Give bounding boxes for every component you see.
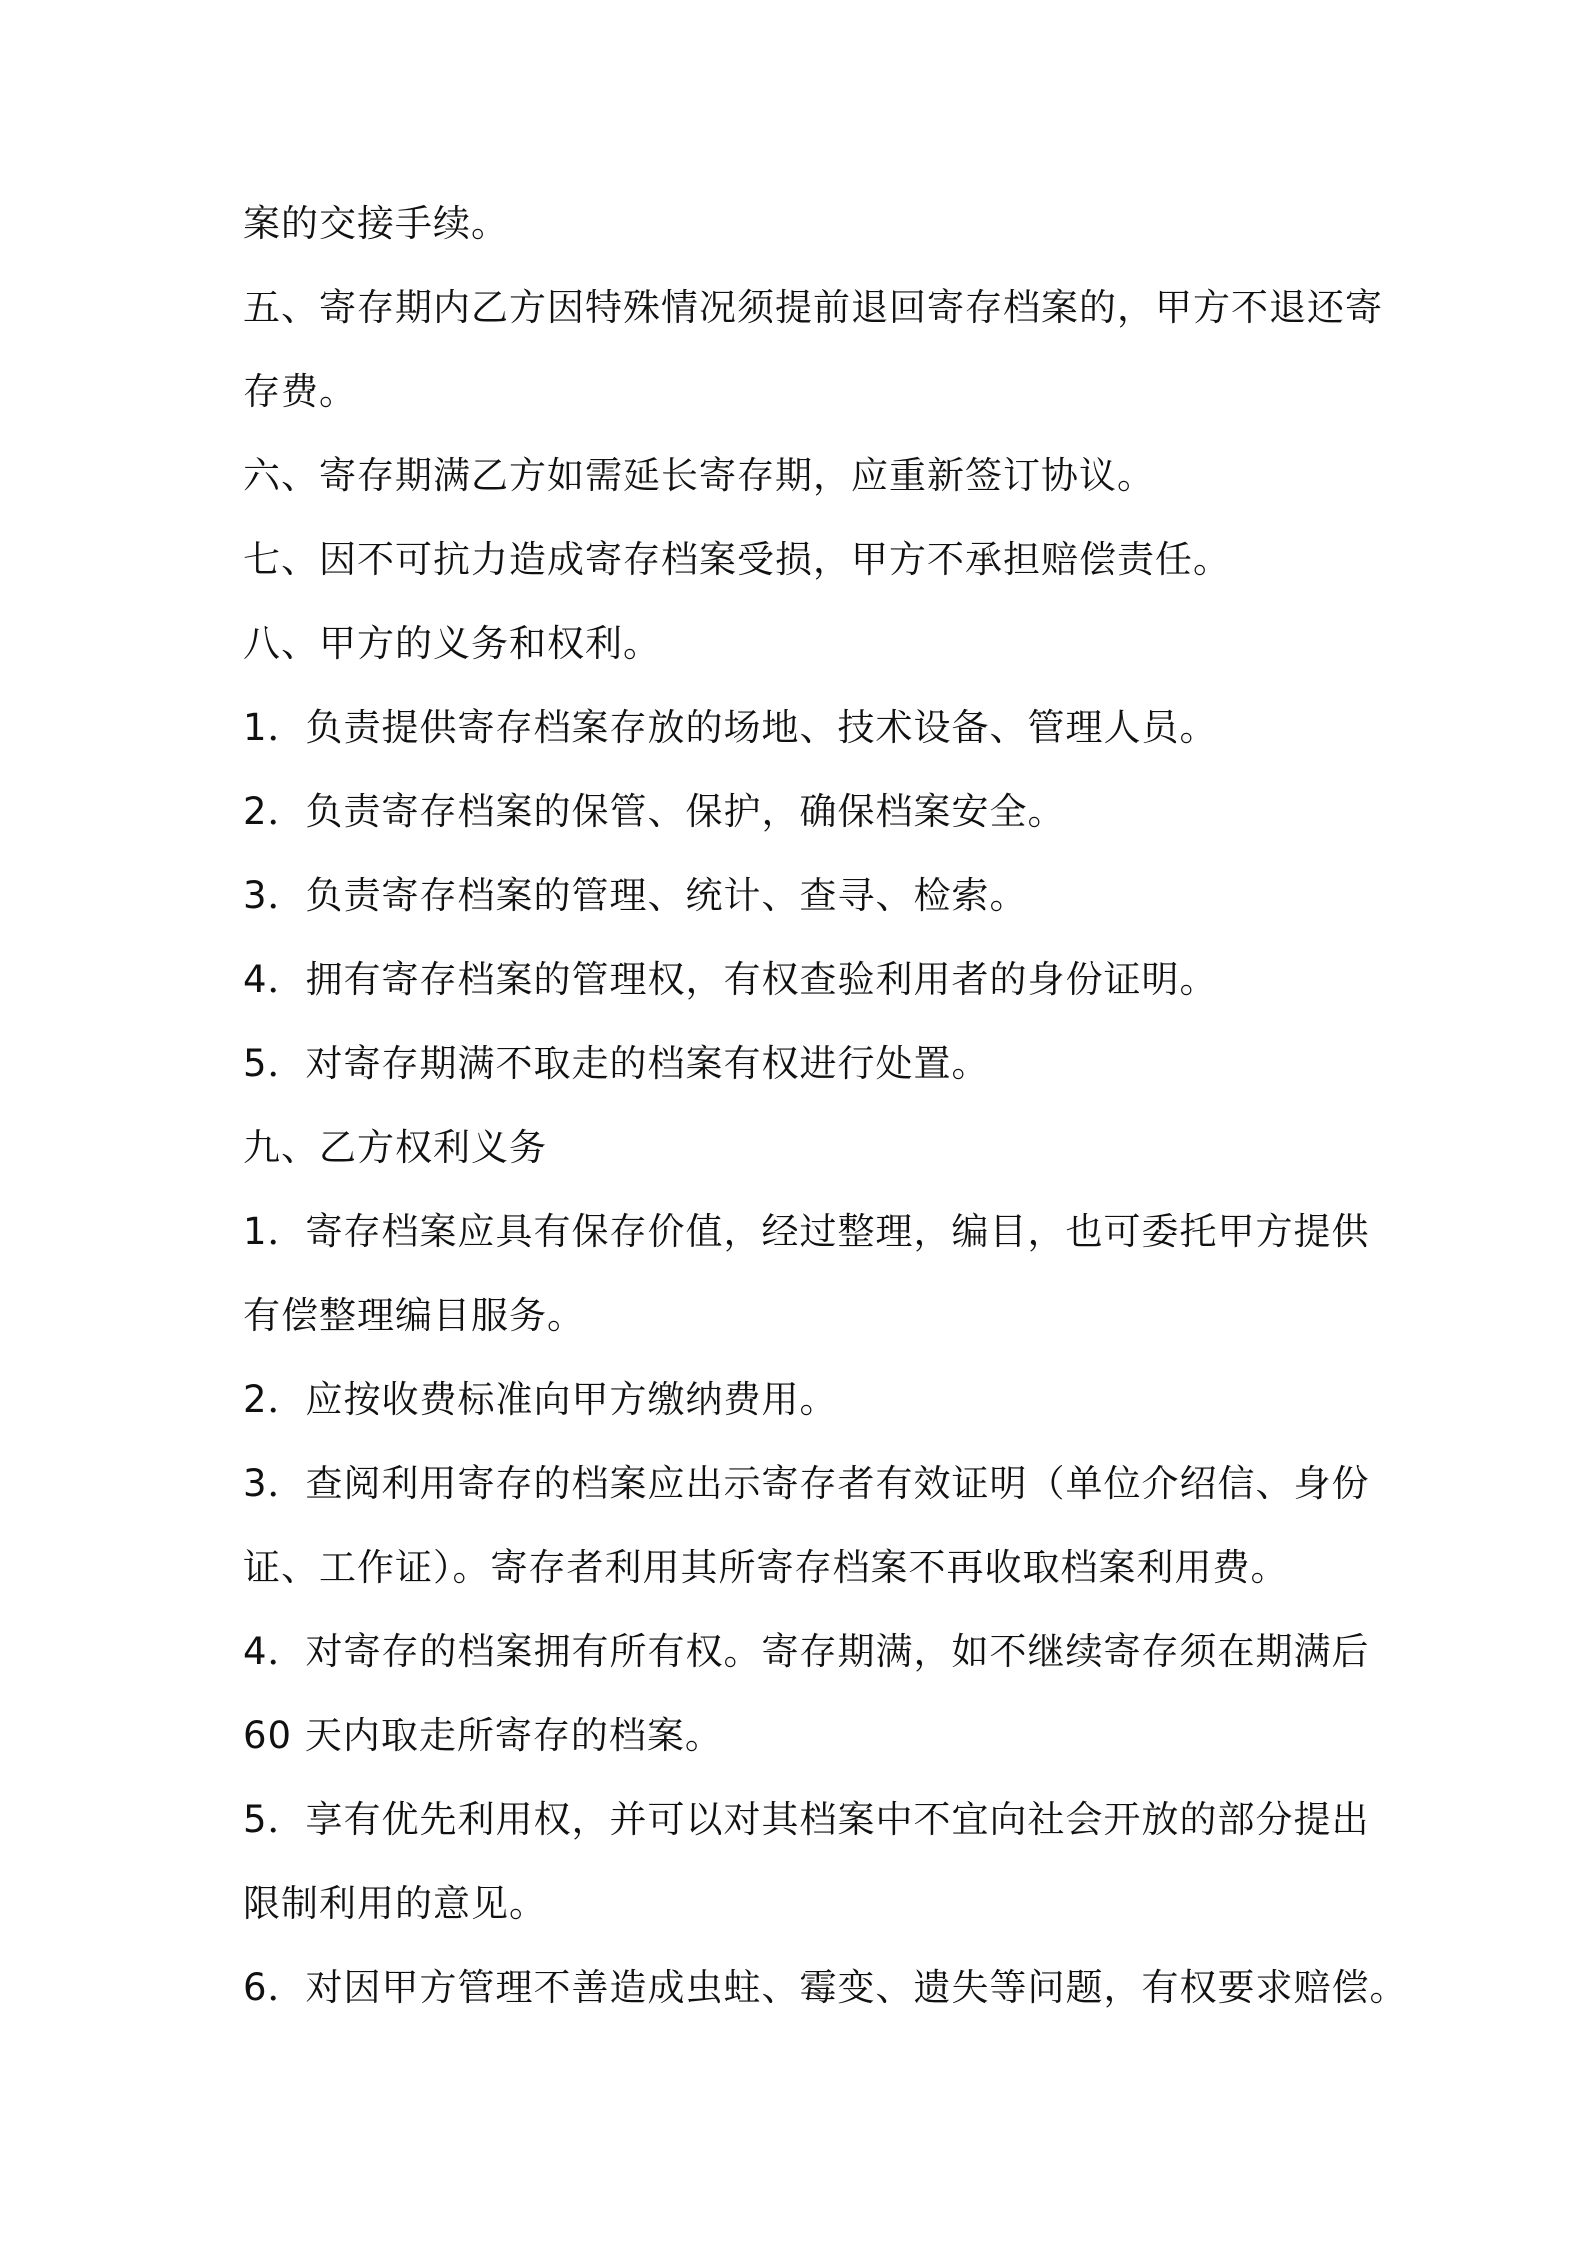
text-line: 五、寄存期内乙方因特殊情况须提前退回寄存档案的，甲方不退还寄 <box>243 286 1383 329</box>
text-line: 2．负责寄存档案的保管、保护，确保档案安全。 <box>243 790 1066 833</box>
text-line: 1．负责提供寄存档案存放的场地、技术设备、管理人员。 <box>243 706 1218 749</box>
text-line: 证、工作证）。寄存者利用其所寄存档案不再收取档案利用费。 <box>243 1546 1289 1589</box>
text-line: 3．查阅利用寄存的档案应出示寄存者有效证明（单位介绍信、身份 <box>243 1462 1370 1505</box>
text-line: 4．拥有寄存档案的管理权，有权查验利用者的身份证明。 <box>243 958 1218 1001</box>
text-line: 案的交接手续。 <box>243 202 509 245</box>
text-line: 1．寄存档案应具有保存价值，经过整理，编目，也可委托甲方提供 <box>243 1210 1370 1253</box>
text-line: 七、因不可抗力造成寄存档案受损，甲方不承担赔偿责任。 <box>243 538 1231 581</box>
text-line: 限制利用的意见。 <box>243 1882 547 1925</box>
text-line: 6．对因甲方管理不善造成虫蛀、霉变、遗失等问题，有权要求赔偿。 <box>243 1966 1408 2009</box>
text-line: 有偿整理编目服务。 <box>243 1294 585 1337</box>
text-line: 5．享有优先利用权，并可以对其档案中不宜向社会开放的部分提出 <box>243 1798 1370 1841</box>
text-line: 八、甲方的义务和权利。 <box>243 622 661 665</box>
text-line: 2．应按收费标准向甲方缴纳费用。 <box>243 1378 838 1421</box>
text-line: 60 天内取走所寄存的档案。 <box>243 1714 723 1757</box>
text-line: 六、寄存期满乙方如需延长寄存期，应重新签订协议。 <box>243 454 1155 497</box>
text-line: 3．负责寄存档案的管理、统计、查寻、检索。 <box>243 874 1028 917</box>
text-line: 存费。 <box>243 370 357 413</box>
text-line: 九、乙方权利义务 <box>243 1126 547 1169</box>
text-line: 5．对寄存期满不取走的档案有权进行处置。 <box>243 1042 990 1085</box>
text-line: 4．对寄存的档案拥有所有权。寄存期满，如不继续寄存须在期满后 <box>243 1630 1370 1673</box>
